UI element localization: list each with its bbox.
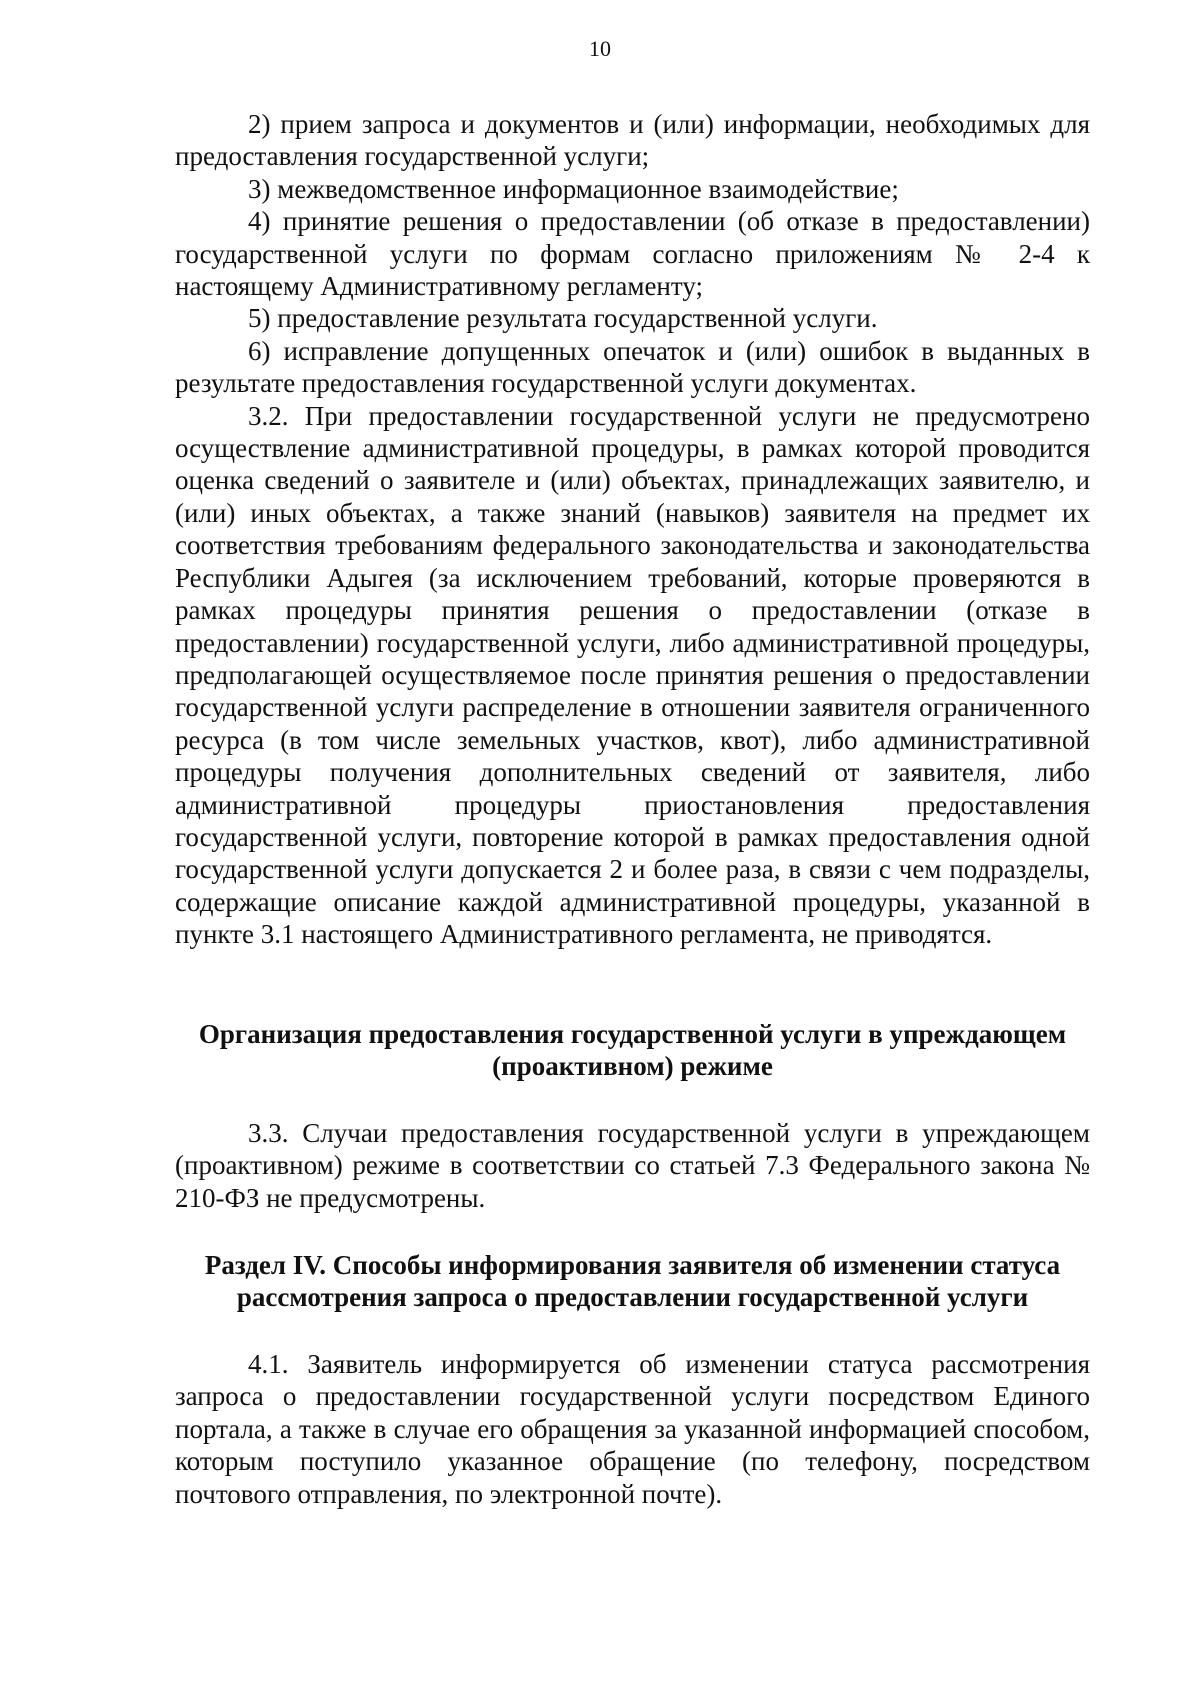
section-iv-block — [175, 1348, 1090, 1510]
paragraph-3-3: 3.3. Случаи предоставления государственной услуги в упреждающем (проактивном) режиме в соответствии со статьей 7.3 Федерального закона № 210-ФЗ не предусмотрены. — [175, 1118, 1090, 1213]
paragraph-item-4: 4) принятие решения о предоставлении (об отказе в предоставлении) государственной услуги по формам согласно приложениям № 2-4 к настоящему Административному регламенту; — [175, 206, 1090, 302]
heading-section-iv: Раздел IV. Способы информирования заявителя об изменении статуса рассмотрения запроса о предоставлении государственной услуги — [204, 1250, 1061, 1312]
procedures-list-block — [175, 108, 1090, 951]
paragraph-item-5: 5) предоставление результата государственной услуги. — [248, 303, 878, 334]
paragraph-item-2: 2) прием запроса и документов и (или) информации, необходимых для предоставления государственной услуги; — [175, 109, 1090, 172]
heading-proactive-mode: Организация предоставления государственной услуги в упреждающем (проактивном) режиме — [198, 1019, 1067, 1081]
page-number: 10 — [589, 36, 611, 61]
paragraph-item-6: 6) исправление допущенных опечаток и (или) ошибок в выданных в результате предоставления государственной услуги документах. — [175, 335, 1090, 399]
proactive-block — [175, 1117, 1090, 1214]
paragraph-3-2: 3.2. При предоставлении государственной услуги не предусмотрено осуществление административной процедуры, в рамках которой проводится оценка сведений о заявителе и (или) объектах, принадлежащих заявителю, и (или) иных объектах, а также знаний (навыков) заявителя на предмет их соответствия требованиям федерального законодательства и законодательства Республики Адыгея (за исключением требований, которые проверяются в рамках процедуры принятия решения о предоставлении (отказе в предоставлении) государственной услуги, либо административной процедуры, предполагающей осуществляемое после принятия решения о предоставлении государственной услуги распределение в отношении заявителя ограниченного ресурса (в том числе земельных участков, квот), либо административной процедуры получения дополнительных сведений от заявителя, либо административной процедуры приостановления предоставления государственной услуги, повторение которой в рамках предоставления одной государственной услуги допускается 2 и более раза, в связи с чем подразделы, содержащие описание каждой административной процедуры, указанной в пункте 3.1 настоящего Административного регламента, не приводятся. — [175, 400, 1090, 950]
paragraph-4-1: 4.1. Заявитель информируется об изменении статуса рассмотрения запроса о предоставлении государственной услуги посредством Единого портала, а также в случае его обращения за указанной информацией способом, которым поступило указанное обращение (по телефону, посредством почтового отправления, по электронной почте). — [175, 1349, 1090, 1509]
paragraph-item-3: 3) межведомственное информационное взаимодействие; — [248, 173, 899, 204]
